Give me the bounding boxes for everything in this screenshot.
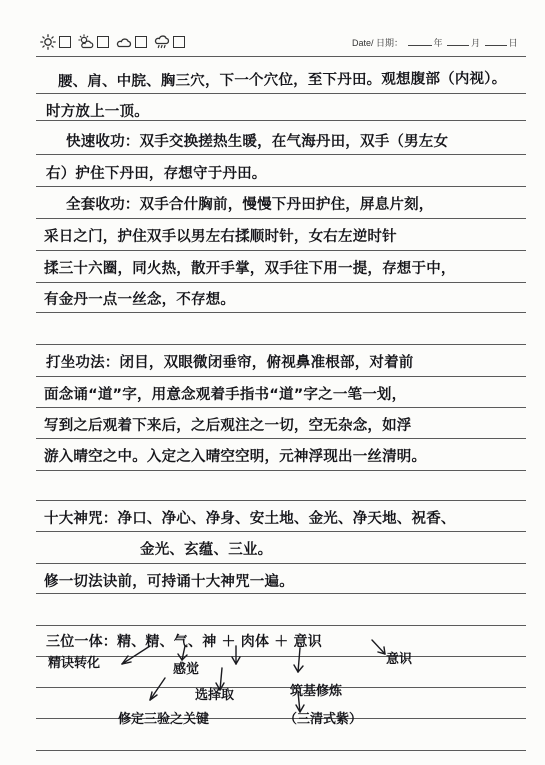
node-key: 修定三验之关键 [118, 712, 210, 727]
text-line: 有金丹一点一丝念，不存想。 [44, 292, 236, 308]
node-choice: 选择取 [195, 688, 235, 703]
text-line: 全套收功：双手合什胸前，慢慢下丹田护住，屏息片刻， [66, 197, 434, 213]
text-line: 写到之后观着下来后，之后观注之一切，空无杂念，如浮 [44, 418, 412, 434]
text-line: 快速收功：双手交换搓热生暖，在气海丹田，双手（男左女 [66, 134, 449, 150]
year-label: 年 [433, 38, 443, 48]
text-line: 金光、玄蕴、三业。 [140, 542, 273, 558]
text-line: 右）护住下丹田，存想守于丹田。 [46, 166, 267, 182]
diagram-title: 三位一体：精、精、气、神 ＋ 肉体 ＋ 意识 [46, 634, 322, 650]
text-line: 采日之门，护住双手以男左右揉顺时针，女右左逆时针 [44, 229, 397, 245]
day-label: 日 [508, 38, 518, 48]
text-line: 腰、肩、中脘、胸三穴，下一个穴位，至下丹田。观想腹部（内视）。 [57, 70, 507, 91]
node-clear: （三清式紫） [284, 712, 363, 727]
node-essence: 精诀转化 [48, 656, 101, 671]
node-consciousness: 意识 [386, 652, 413, 667]
text-line: 游入晴空之中。入定之入晴空空明，元神浮现出一丝清明。 [44, 449, 427, 465]
text-line: 修一切法诀前，可持诵十大神咒一遍。 [44, 574, 294, 590]
text-line: 时方放上一顶。 [46, 104, 149, 120]
date-label: Date/ 日期： [352, 38, 404, 48]
text-line: 十大神咒：净口、净心、净身、安土地、金光、净天地、祝香、 [44, 511, 456, 527]
month-label: 月 [471, 38, 481, 48]
node-perception: 感觉 [173, 662, 200, 677]
text-line: 打坐功法：闭目，双眼微闭垂帘，俯视鼻准根部，对着前 [46, 355, 414, 371]
node-hidden: 筑基修炼 [290, 684, 343, 699]
text-line: 揉三十六圈，同火热，散开手掌，双手往下用一提，存想于中， [44, 261, 456, 277]
text-line: 面念诵“道”字，用意念观着手指书“道”字之一笔一划， [44, 387, 407, 403]
